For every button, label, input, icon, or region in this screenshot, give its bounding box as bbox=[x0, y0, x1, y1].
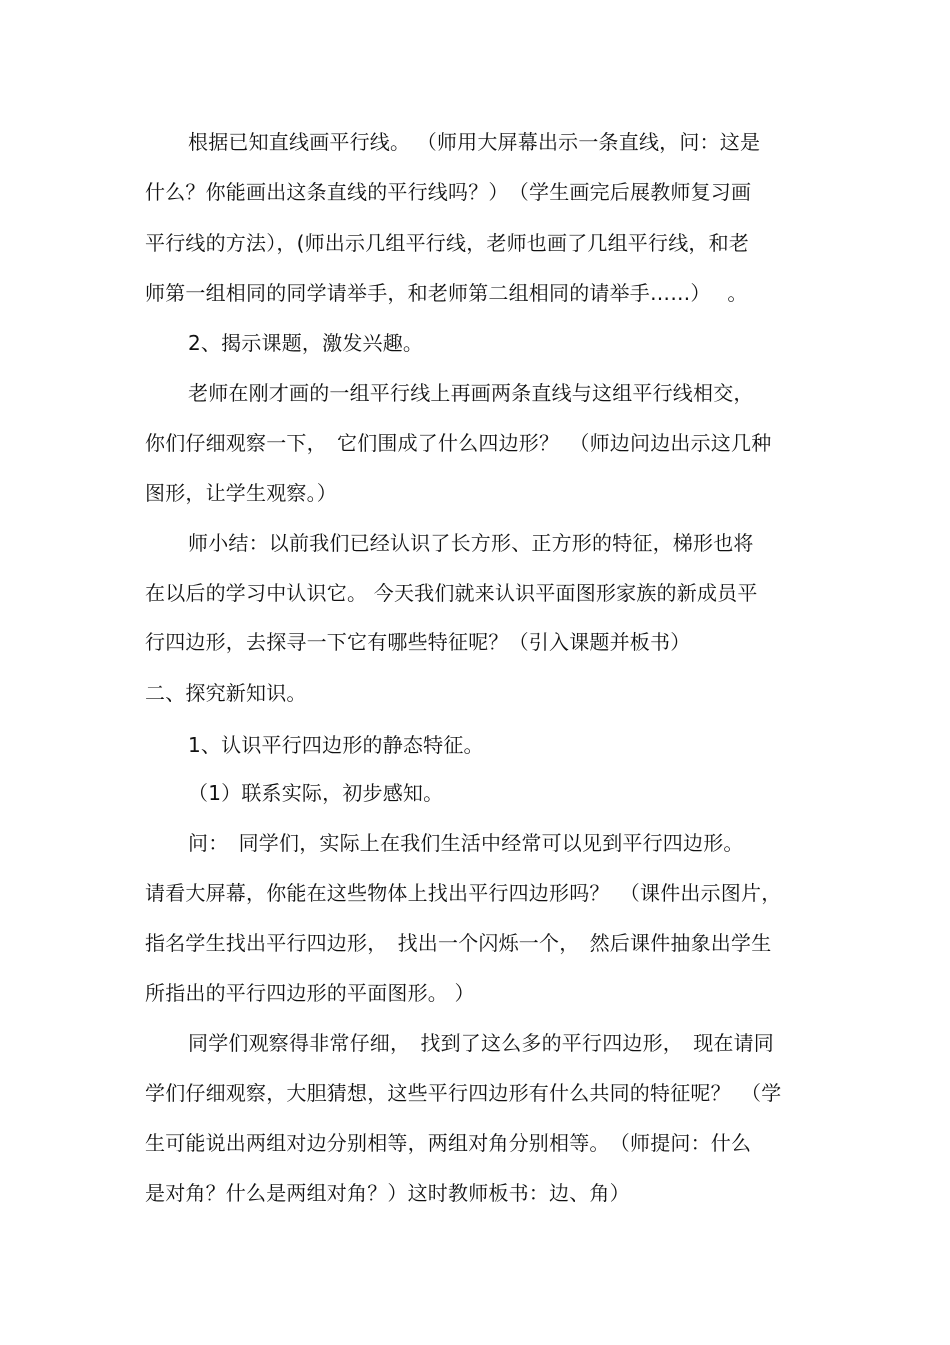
text-line-10: 在以后的学习中认识它。 今天我们就来认识平面图形家族的新成员平 bbox=[145, 581, 758, 605]
text-line-3: 平行线的方法），(师出示几组平行线，老师也画了几组平行线，和老 bbox=[145, 231, 750, 255]
text-line-9: 师小结：以前我们已经认识了长方形、正方形的特征，梯形也将 bbox=[188, 531, 754, 555]
text-line-2: 什么？你能画出这条直线的平行线吗？） （学生画完后展教师复习画 bbox=[145, 180, 752, 204]
section-heading-explore: 二、探究新知识。 bbox=[145, 681, 307, 705]
text-line-11: 行四边形，去探寻一下它有哪些特征呢？（引入课题并板书） bbox=[145, 630, 691, 654]
text-line-7: 你们仔细观察一下， 它们围成了什么四边形？ （师边问边出示这几种 bbox=[145, 431, 772, 455]
text-line-8: 图形，让学生观察。） bbox=[145, 481, 337, 505]
text-line-4: 师第一组相同的同学请举手，和老师第二组相同的请举手……） 。 bbox=[145, 281, 748, 305]
text-line-17: 指名学生找出平行四边形， 找出一个闪烁一个， 然后课件抽象出学生 bbox=[145, 931, 772, 955]
text-line-1: 根据已知直线画平行线。 （师用大屏幕出示一条直线，问：这是 bbox=[188, 130, 761, 154]
subsection-heading-1-1: （1）联系实际，初步感知。 bbox=[188, 781, 444, 805]
subsection-heading-1: 1、认识平行四边形的静态特征。 bbox=[188, 733, 484, 757]
text-line-20: 学们仔细观察，大胆猜想，这些平行四边形有什么共同的特征呢？ （学 bbox=[145, 1081, 782, 1105]
text-line-18: 所指出的平行四边形的平面图形。 ） bbox=[145, 981, 475, 1005]
text-line-16: 请看大屏幕，你能在这些物体上找出平行四边形吗？ （课件出示图片， bbox=[145, 881, 782, 905]
text-line-6: 老师在刚才画的一组平行线上再画两条直线与这组平行线相交， bbox=[188, 381, 754, 405]
section-heading-2: 2、揭示课题，激发兴趣。 bbox=[188, 331, 424, 355]
text-line-21: 生可能说出两组对边分别相等，两组对角分别相等。 （师提问：什么 bbox=[145, 1131, 752, 1155]
text-line-15: 问： 同学们，实际上在我们生活中经常可以见到平行四边形。 bbox=[188, 831, 744, 855]
text-line-22: 是对角？什么是两组对角？）这时教师板书：边、角） bbox=[145, 1181, 630, 1205]
text-line-19: 同学们观察得非常仔细， 找到了这么多的平行四边形， 现在请同 bbox=[188, 1031, 774, 1055]
